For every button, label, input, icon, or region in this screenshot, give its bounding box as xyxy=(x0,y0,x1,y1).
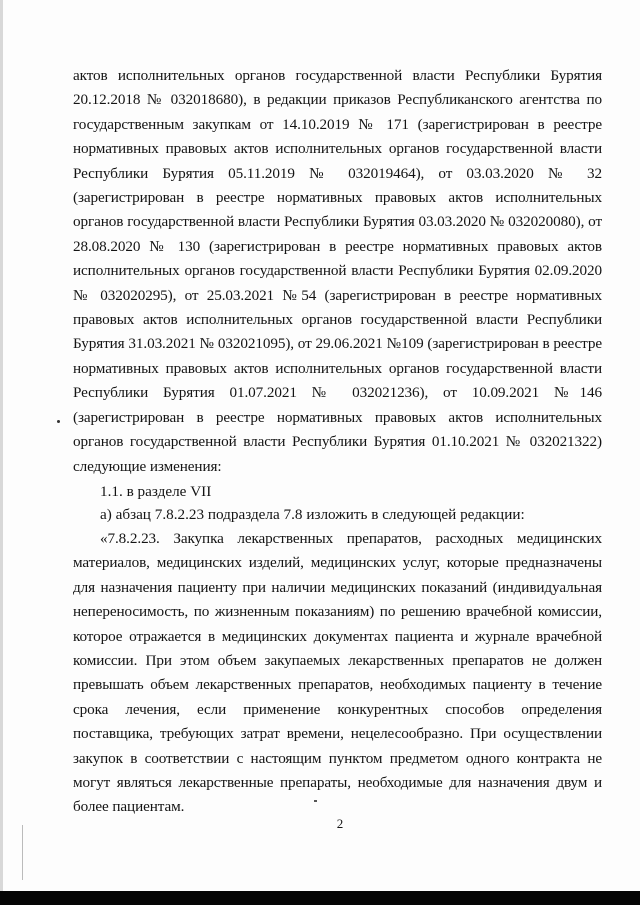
body-paragraph-amendments: актов исполнительных органов государственной власти Республики Бурятия 20.12.2018 № 032018680), в редакции приказов Республиканского агентства по государственным закупкам от 14.10.2019 № 171 (зарегистрирован в реестре нормативных правовых актов исполнительных органов государственной власти Республики Бурятия 05.11.2019 № 032019464), от 03.03.2020 № 32 (зарегистрирован в реестре нормативных правовых актов исполнительных органов государственной власти Республики Бурятия 03.03.2020 № 032020080), от 28.08.2020 № 130 (зарегистрирован в реестре нормативных правовых актов исполнительных органов государственной власти Республики Бурятия 02.09.2020 № 032020295), от 25.03.2021 №54 (зарегистрирован в реестре нормативных правовых актов исполнительных органов государственной власти Республики Бурятия 31.03.2021 № 032021095), от 29.06.2021 №109 (зарегистрирован в реестре нормативных правовых актов исполнительных органов государственной власти Республики Бурятия 01.07.2021 № 032021236), от 10.09.2021 №146 (зарегистрирован в реестре нормативных правовых актов исполнительных органов государственной власти Республики Бурятия 01.10.2021 № 032021322) следующие изменения: xyxy=(73,67,602,475)
sub-heading: а) абзац 7.8.2.23 подраздела 7.8 изложить в следующей редакции: xyxy=(100,506,525,523)
scan-speck xyxy=(314,800,317,802)
scan-bottom-border xyxy=(0,891,640,905)
page-number: 2 xyxy=(336,816,344,831)
margin-mark xyxy=(57,420,60,423)
scan-edge xyxy=(0,0,3,905)
scan-artifact xyxy=(22,825,23,880)
body-paragraph-clause: «7.8.2.23. Закупка лекарственных препаратов, расходных медицинских материалов, медицинских изделий, медицинских услуг, которые предназначены для назначения пациенту при наличии медицинских показаний (индивидуальная непереносимость, по жизненным показаниям) по решению врачебной комиссии, которое отражается в медицинских документах пациента и журнале врачебной комиссии. При этом объем закупаемых лекарственных препаратов не должен превышать объем лекарственных препаратов, необходимых пациенту в течение срока лечения, если применение конкурентных способов определения поставщика, требующих затрат времени, нецелесообразно. При осуществлении закупок в соответствии с настоящим пунктом предметом одного контракта не могут являться лекарственные препараты, необходимые для назначения двум и более пациентам. xyxy=(73,530,602,816)
section-heading: 1.1. в разделе VII xyxy=(100,483,212,500)
